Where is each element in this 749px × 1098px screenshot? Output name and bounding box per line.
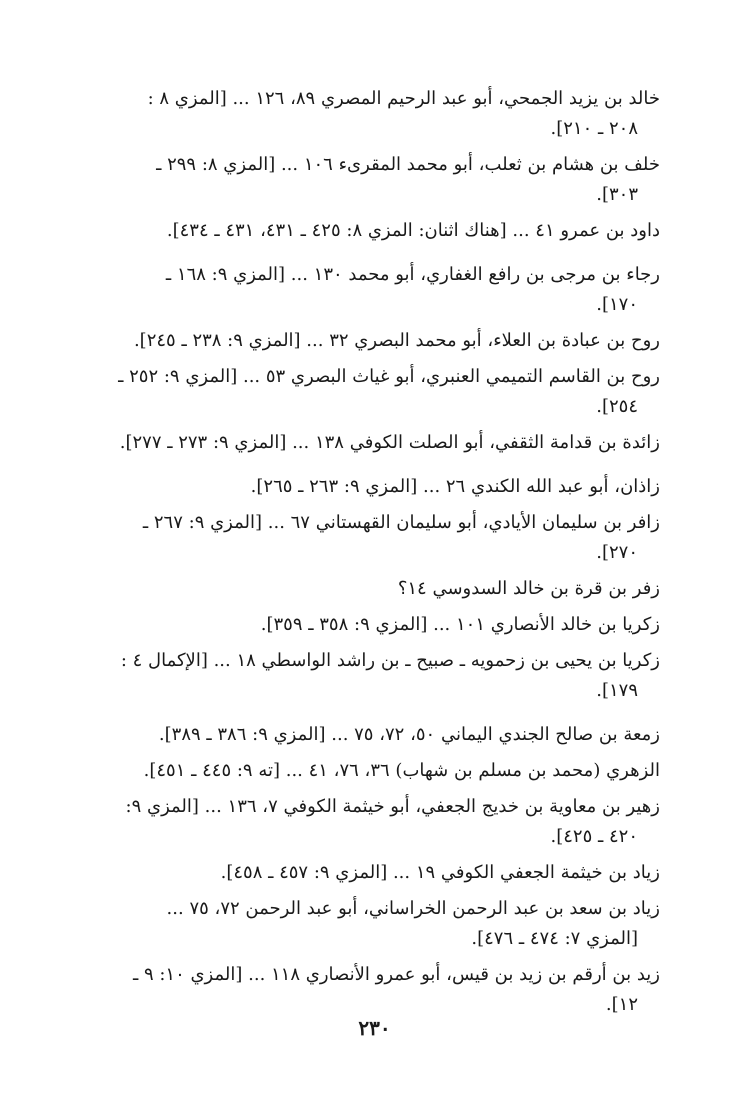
index-entry: داود بن عمرو ٤١ ... [هناك اثنان: المزي ٨: ٤٢٥ ـ ٤٣١، ٤٣١ ـ ٤٣٤]. xyxy=(166,220,660,241)
index-entry: زياد بن سعد بن عبد الرحمن الخراساني، أبو عبد الرحمن ٧٢، ٧٥ ... [المزي ٧: ٤٧٤ ـ ٤٧٦]. xyxy=(166,898,660,949)
index-entry: الزهري (محمد بن مسلم بن شهاب) ٣٦، ٧٦، ٤١ ... [ته ٩: ٤٤٥ ـ ٤٥١]. xyxy=(143,760,660,781)
index-entry: زاذان، أبو عبد الله الكندي ٢٦ ... [المزي ٩: ٢٦٣ ـ ٢٦٥]. xyxy=(250,476,660,497)
index-entry: رجاء بن مرجى بن رافع الغفاري، أبو محمد ١٣٠ ... [المزي ٩: ١٦٨ ـ ١٧٠]. xyxy=(165,264,660,315)
index-entry: زائدة بن قدامة الثقفي، أبو الصلت الكوفي ١٣٨ ... [المزي ٩: ٢٧٣ ـ ٢٧٧]. xyxy=(119,432,660,453)
index-entry: زيد بن أرقم بن زيد بن قيس، أبو عمرو الأنصاري ١١٨ ... [المزي ١٠: ٩ ـ ١٢]. xyxy=(132,964,660,1015)
index-entry: زكريا بن خالد الأنصاري ١٠١ ... [المزي ٩: ٣٥٨ ـ ٣٥٩]. xyxy=(260,614,660,635)
index-entry: زفر بن قرة بن خالد السدوسي ١٤؟ xyxy=(397,578,660,599)
index-entry: روح بن عبادة بن العلاء، أبو محمد البصري ٣٢ ... [المزي ٩: ٢٣٨ ـ ٢٤٥]. xyxy=(133,330,660,351)
page-number: ٢٣٠ xyxy=(358,1016,391,1040)
index-entry: خلف بن هشام بن ثعلب، أبو محمد المقرىء ١٠٦ ... [المزي ٨: ٢٩٩ ـ ٣٠٣]. xyxy=(156,154,660,205)
index-entry: خالد بن يزيد الجمحي، أبو عبد الرحيم المصري ٨٩، ١٢٦ ... [المزي ٨ : ٢٠٨ ـ ٢١٠]. xyxy=(147,88,660,139)
index-entry: زهير بن معاوية بن خديج الجعفي، أبو خيثمة الكوفي ٧، ١٣٦ ... [المزي ٩: ٤٢٠ ـ ٤٢٥]. xyxy=(125,796,660,847)
index-entry: زكريا بن يحيى بن زحمويه ـ صبيح ـ بن راشد الواسطي ١٨ ... [الإكمال ٤ : ١٧٩]. xyxy=(120,650,660,701)
index-list xyxy=(88,84,660,1026)
index-entry: زافر بن سليمان الأيادي، أبو سليمان القهستاني ٦٧ ... [المزي ٩: ٢٦٧ ـ ٢٧٠]. xyxy=(142,512,660,563)
index-entry: زمعة بن صالح الجندي اليماني ٥٠، ٧٢، ٧٥ ... [المزي ٩: ٣٨٦ ـ ٣٨٩]. xyxy=(158,724,660,745)
index-entry: روح بن القاسم التميمي العنبري، أبو غياث البصري ٥٣ ... [المزي ٩: ٢٥٢ ـ ٢٥٤]. xyxy=(118,366,660,417)
index-entry: زياد بن خيثمة الجعفي الكوفي ١٩ ... [المزي ٩: ٤٥٧ ـ ٤٥٨]. xyxy=(220,862,660,883)
